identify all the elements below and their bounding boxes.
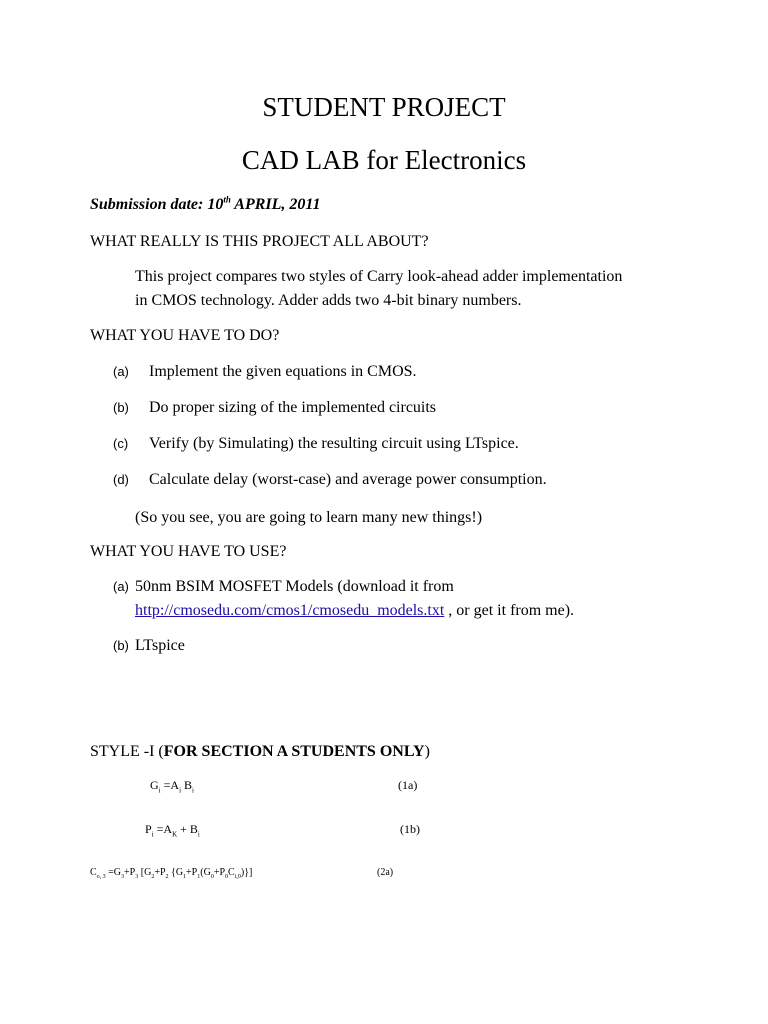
style-1-heading-prefix: STYLE -I (	[90, 743, 164, 760]
todo-item-text: Calculate delay (worst-case) and average power consumption.	[149, 471, 547, 488]
todo-item-text: Implement the given equations in CMOS.	[149, 363, 417, 380]
eq-sub: i	[151, 830, 154, 839]
eq-sub: i	[179, 786, 182, 795]
eq-term: )}]	[240, 867, 253, 878]
submission-date	[90, 196, 321, 214]
todo-item-a	[113, 363, 417, 381]
eq-sub: K	[172, 830, 178, 839]
todo-item-c	[113, 435, 519, 453]
eq-sub: i	[197, 830, 200, 839]
eq-term: [G	[138, 867, 152, 878]
eq-sub: 2	[151, 874, 155, 880]
eq-term: +P	[124, 867, 136, 878]
eq-sub: o, 3	[96, 874, 106, 880]
use-item-a	[113, 578, 454, 596]
equation-1b-number: (1b)	[400, 822, 420, 836]
eq-term: C	[228, 867, 235, 878]
eq-term: +P	[186, 867, 198, 878]
equation-2a	[90, 867, 252, 878]
eq-sub: i	[192, 786, 194, 795]
todo-note: (So you see, you are going to learn many new things!)	[135, 509, 483, 526]
use-item-b	[113, 637, 185, 655]
todo-item-d	[113, 471, 547, 489]
about-paragraph-line-1: This project compares two styles of Carry look-ahead adder implementation	[135, 268, 623, 285]
submission-sup: th	[223, 194, 231, 205]
eq-sub: i,0	[234, 874, 241, 880]
equation-1b	[145, 822, 200, 837]
eq-sub: i	[158, 786, 161, 795]
todo-item-text: Do proper sizing of the implemented circuits	[149, 399, 437, 416]
eq-sub: 2	[165, 874, 169, 880]
list-marker: (a)	[113, 579, 129, 594]
about-paragraph-line-2: in CMOS technology. Adder adds two 4-bit binary numbers.	[135, 292, 522, 309]
eq-term: =A	[153, 822, 173, 836]
list-marker: (b)	[113, 400, 129, 415]
eq-term: + B	[177, 822, 198, 836]
equation-1a	[150, 778, 194, 793]
eq-term: P	[145, 822, 152, 836]
style-1-heading-bold: FOR SECTION A STUDENTS ONLY	[163, 743, 425, 760]
eq-term: G	[150, 778, 159, 792]
list-marker: (a)	[113, 364, 129, 379]
eq-term: C	[90, 867, 97, 878]
eq-term: B	[181, 778, 193, 792]
list-marker: (b)	[113, 638, 129, 653]
use-item-a-text: 50nm BSIM MOSFET Models (download it from	[135, 578, 454, 595]
eq-sub: 3	[121, 874, 125, 880]
equation-2a-number: (2a)	[377, 867, 394, 878]
eq-term: =A	[160, 778, 180, 792]
submission-rest: APRIL, 2011	[230, 196, 321, 213]
use-item-b-text: LTspice	[135, 637, 185, 654]
title-line-1: STUDENT PROJECT	[262, 92, 506, 122]
style-1-heading-suffix: )	[424, 743, 430, 760]
eq-sub: 0	[210, 874, 214, 880]
style-1-heading	[90, 743, 430, 761]
todo-item-text: Verify (by Simulating) the resulting circuit using LTspice.	[149, 435, 519, 452]
todo-item-b	[113, 399, 437, 417]
eq-term: (G	[200, 867, 211, 878]
eq-sub: 0	[225, 874, 229, 880]
list-marker: (c)	[113, 436, 129, 451]
eq-sub: 1	[183, 874, 187, 880]
eq-term: =G	[105, 867, 122, 878]
section-heading-about: WHAT REALLY IS THIS PROJECT ALL ABOUT?	[90, 233, 429, 250]
submission-label: Submission date: 10	[90, 196, 224, 213]
section-heading-todo: WHAT YOU HAVE TO DO?	[90, 327, 280, 344]
list-marker: (d)	[113, 472, 129, 487]
eq-sub: 3	[135, 874, 139, 880]
use-item-a-line-2	[135, 602, 574, 620]
section-heading-use: WHAT YOU HAVE TO USE?	[90, 543, 287, 560]
use-item-a-rest: , or get it from me).	[444, 602, 575, 619]
eq-term: +P	[154, 867, 166, 878]
equation-1a-number: (1a)	[398, 778, 418, 792]
eq-sub: 1	[197, 874, 201, 880]
eq-term: {G	[168, 867, 184, 878]
eq-term: +P	[213, 867, 226, 878]
title-line-2: CAD LAB for Electronics	[241, 145, 527, 175]
models-link[interactable]: http://cmosedu.com/cmos1/cmosedu_models.txt	[135, 602, 445, 619]
